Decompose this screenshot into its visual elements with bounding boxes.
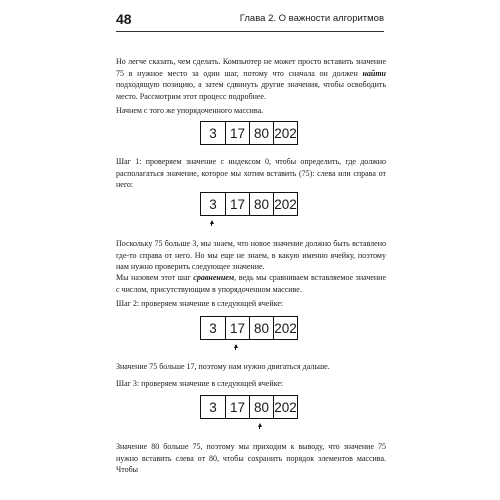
array-cell: 202 [273,317,297,339]
array-cell: 17 [225,193,249,215]
paragraph-start-array: Начнем с того же упорядоченного массива. [116,106,264,115]
array-cell: 202 [273,193,297,215]
emphasis-comparison: сравнением [193,273,235,282]
emphasis-find: найти [362,68,386,78]
array-diagram-step-2 [200,316,298,340]
array-diagram-step-3 [200,395,298,419]
array-cell: 17 [225,317,249,339]
paragraph-step-2: Шаг 2: проверяем значение в следующей ячейке: [116,299,284,308]
array-cell: 80 [249,396,273,418]
paragraph-step-3: Шаг 3: проверяем значение в следующей ячейке: [116,379,284,388]
header-rule [116,31,384,32]
array-cell: 202 [273,122,297,144]
running-title: Глава 2. О важности алгоритмов [239,13,384,24]
array-cell: 80 [249,122,273,144]
paragraph-intro-part1: Но легче сказать, чем сделать. Компьютер не может просто вставить значение 75 в нужное место за один шаг, потому что сначала он должен [116,57,386,78]
paragraph-conclusion: Значение 80 больше 75, поэтому мы приходим к выводу, что значение 75 нужно вставить слева от 80, чтобы сохранить порядок элементов массива. Чтобы [116,442,386,474]
pointer-arrow-icon [234,344,238,348]
paragraph-comparison-part1: Мы назовем этот шаг [116,273,194,282]
page-number: 48 [116,11,132,27]
array-diagram-initial [200,121,298,145]
array-cell: 3 [209,125,217,141]
array-cell: 202 [273,396,297,418]
array-cell: 80 [249,317,273,339]
paragraph-intro [116,56,386,102]
array-cell: 80 [249,193,273,215]
pointer-arrow-icon [210,220,214,224]
paragraph-comparison-part2: , ведь мы сравниваем вставляемое значение с числом, присутствующим в упорядоченном массиве. [116,273,387,294]
array-cell: 3 [209,320,217,336]
array-cell: 17 [225,122,249,144]
pointer-arrow-icon [258,423,262,427]
paragraph-comparison [116,272,386,295]
array-cell: 17 [225,396,249,418]
paragraph-greater-than-3: Поскольку 75 больше 3, мы знаем, что новое значение должно быть вставлено где-то справа от него. Но мы еще не знаем, в какую именно ячейку, поэтому нам нужно проверить следующее значение. [116,239,386,271]
paragraph-step-1: Шаг 1: проверяем значение с индексом 0, чтобы определить, где должно располагаться значение, которое мы хотим вставить (75): слева или справа от него: [116,157,386,189]
array-cell: 3 [209,196,217,212]
paragraph-intro-part2: подходящую позицию, а затем сдвинуть другие значения, чтобы освободить место. Рассмотрим этот процесс подробнее. [116,80,386,101]
array-diagram-step-1 [200,192,298,216]
paragraph-greater-than-17: Значение 75 больше 17, поэтому нам нужно двигаться дальше. [116,362,330,371]
array-cell: 3 [209,399,217,415]
